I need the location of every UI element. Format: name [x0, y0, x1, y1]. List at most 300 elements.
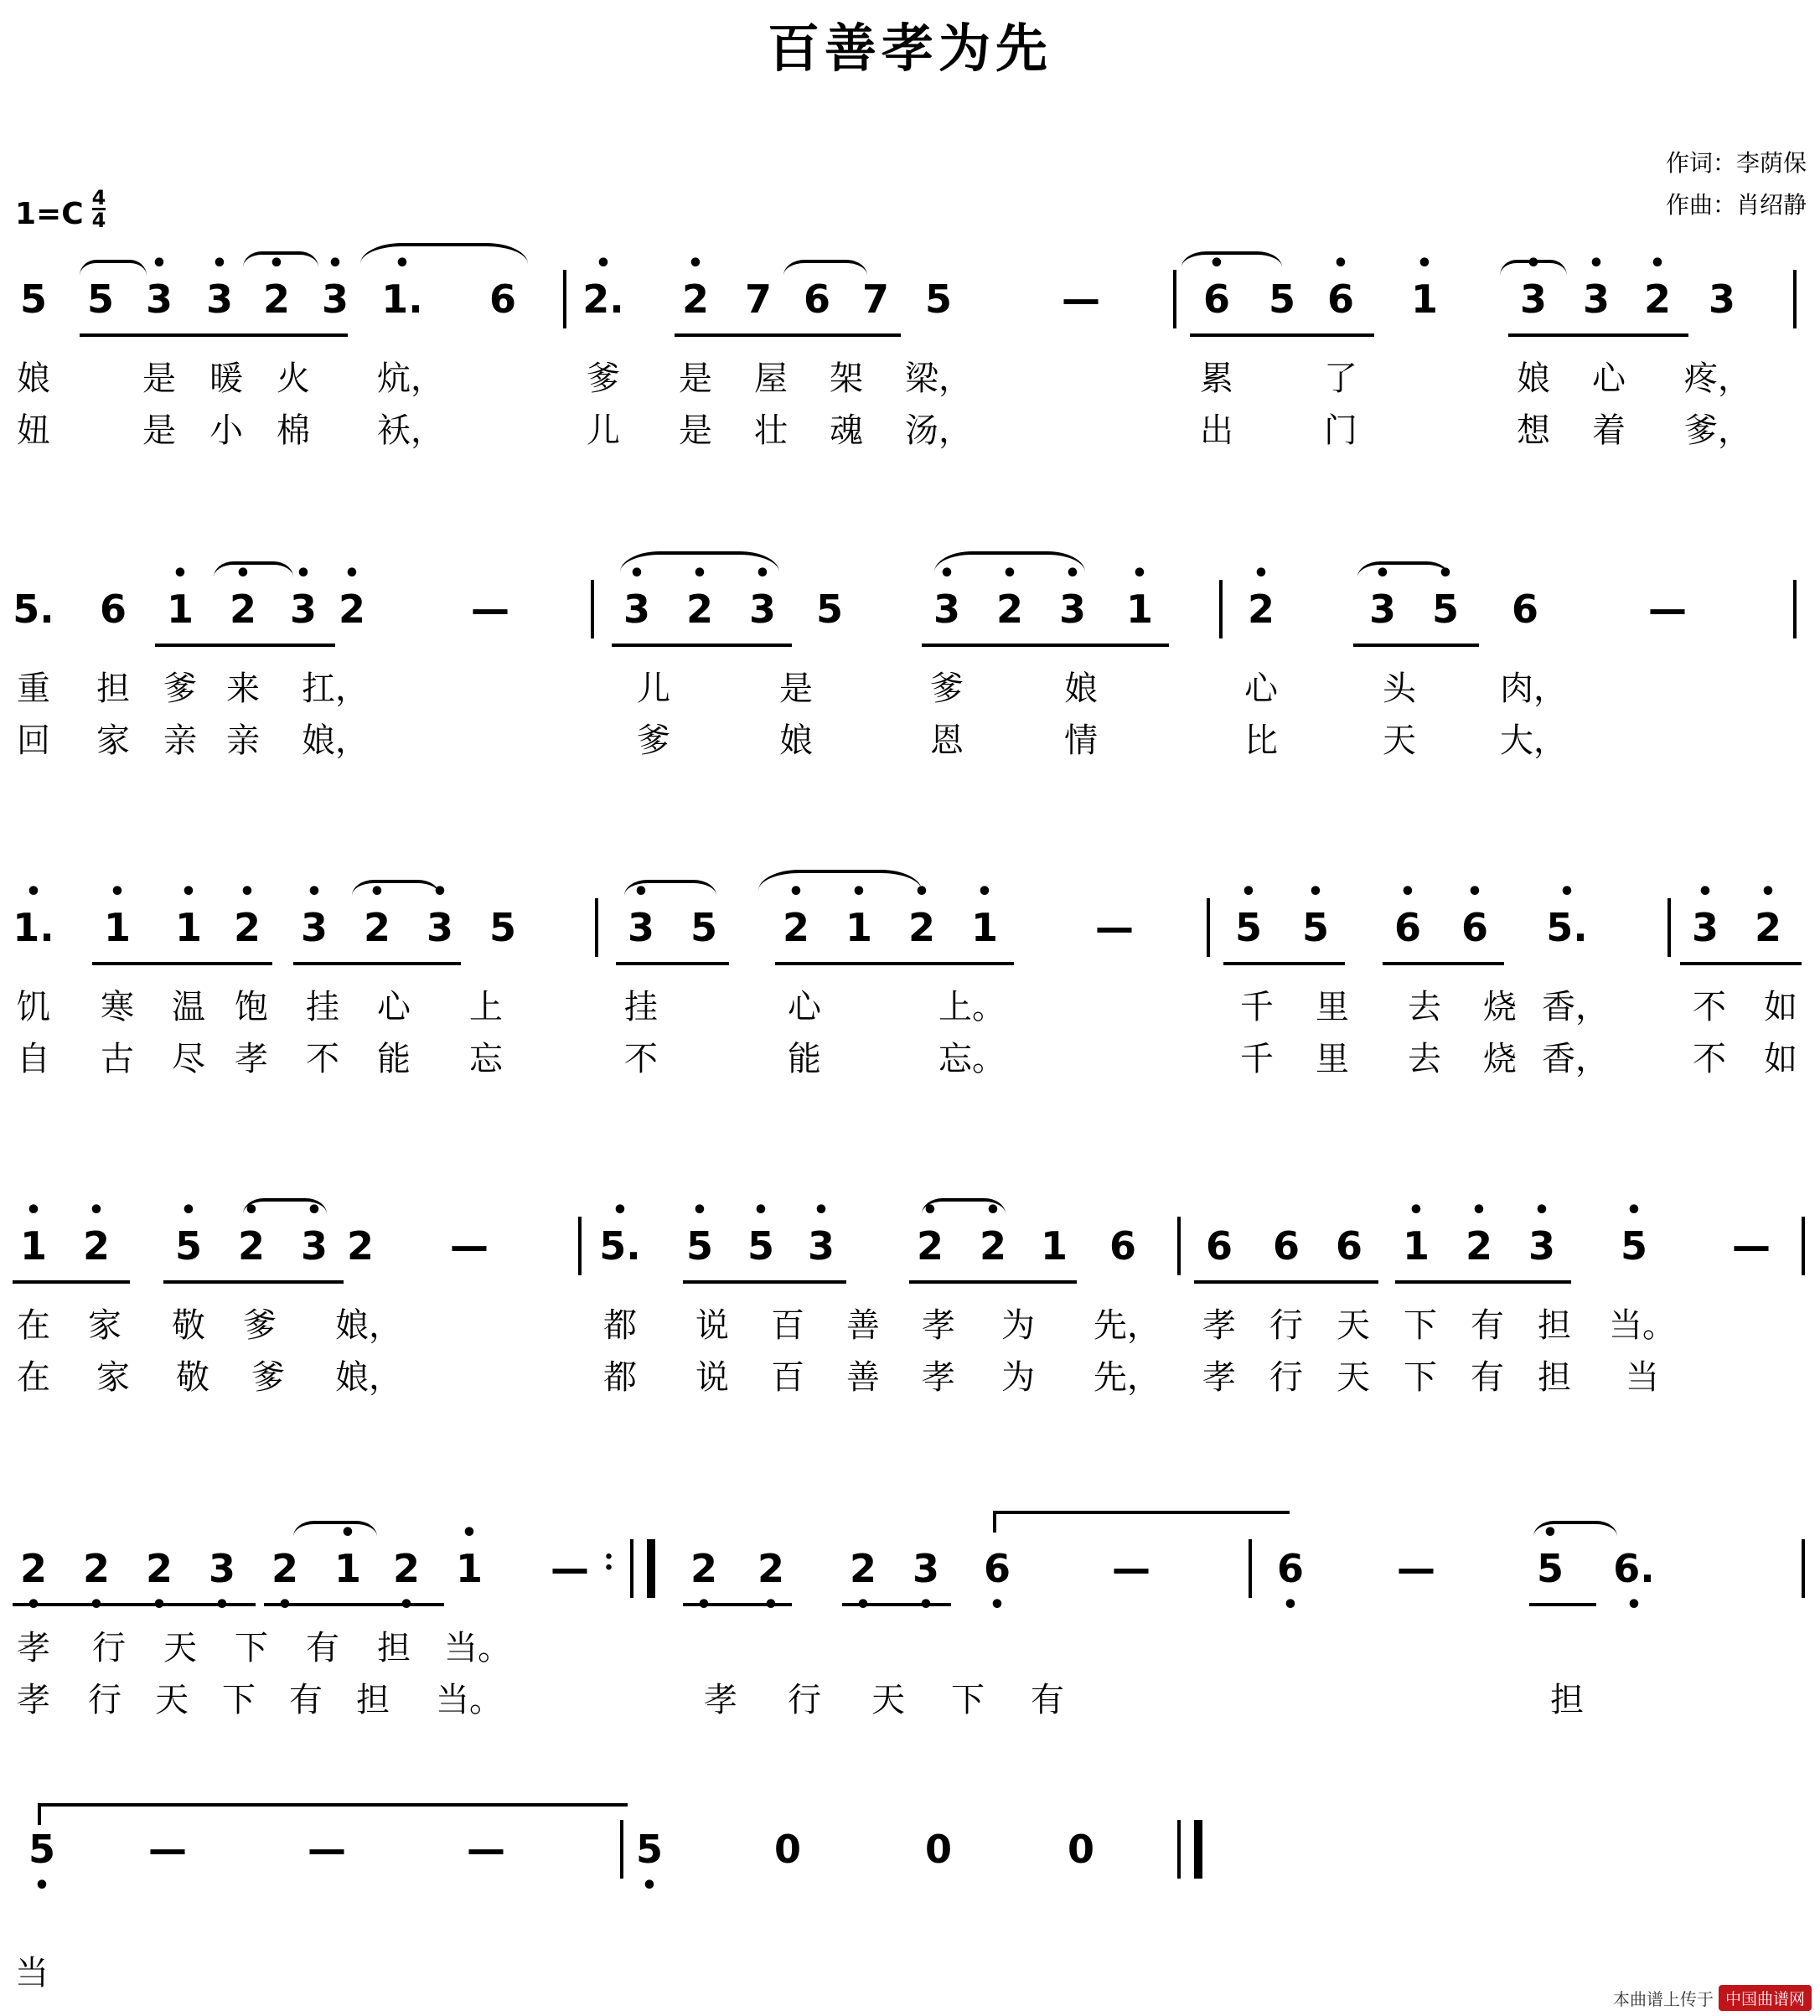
barline [1207, 898, 1210, 957]
lyric: 先， [1094, 1306, 1161, 1345]
lyric: 架 [830, 359, 863, 398]
lyric: 行 [92, 1629, 126, 1667]
lyric: 孝 [235, 1040, 268, 1078]
lyric: 担 [1550, 1681, 1584, 1719]
lyric: 去 [1408, 1040, 1441, 1078]
lyric: 是 [142, 359, 176, 398]
lyric: 娘， [302, 721, 369, 760]
lyric: 是 [779, 669, 813, 708]
lyric: 屋 [754, 359, 788, 398]
beam [775, 962, 1014, 965]
lyric: 当。 [436, 1681, 503, 1719]
beam [1508, 333, 1688, 337]
lyric: 寒 [101, 988, 134, 1026]
note: 5 [924, 277, 953, 322]
note: • 3 [933, 559, 961, 632]
barline [1177, 1217, 1181, 1275]
beam [909, 1280, 1077, 1284]
lyric: 都 [603, 1358, 637, 1397]
lyric: 爹 [637, 721, 670, 760]
lyric: 心 [788, 988, 821, 1026]
note: • 3 [1691, 877, 1719, 950]
note: 6 [1205, 1223, 1233, 1269]
lyric: 娘 [1064, 669, 1098, 708]
note: • 6 [1202, 249, 1231, 322]
lyric: 都 [603, 1306, 637, 1345]
note: — [1397, 1546, 1435, 1591]
lyric: 挂 [306, 988, 339, 1026]
lyric: 在 [17, 1358, 50, 1397]
lyric: 孝 [704, 1681, 737, 1719]
lyric: 能 [377, 1040, 411, 1078]
lyric: 孝 [17, 1629, 50, 1667]
lyric: 里 [1316, 988, 1349, 1026]
note: • 2 [979, 1196, 1007, 1269]
beam [842, 1603, 951, 1606]
note: • 2 [685, 559, 714, 632]
lyric: 担 [1538, 1358, 1571, 1397]
lyric: 孝 [1202, 1358, 1236, 1397]
volta-bracket-2 [38, 1803, 628, 1825]
trailing-lyric: 当 [15, 1954, 49, 1993]
beam [683, 1603, 792, 1606]
lyric: 天 [155, 1681, 189, 1719]
note: 2 [82, 1546, 111, 1591]
note: 5 [19, 277, 48, 322]
note: 3 [912, 1546, 940, 1591]
lyric: 出 [1200, 411, 1233, 450]
note-row [0, 1801, 1820, 1902]
lyric: 温 [172, 988, 205, 1026]
note: • 5 [635, 1827, 664, 1900]
lyric: 饱 [235, 988, 268, 1026]
note: • 2 [1643, 249, 1672, 322]
lyric: 袄， [377, 411, 444, 450]
note: • 1 [1125, 559, 1154, 632]
lyric: 心 [377, 988, 411, 1026]
note: • 1 [333, 1518, 362, 1591]
lyric: 天 [1337, 1358, 1370, 1397]
note: 2 [19, 1546, 48, 1591]
beam [675, 333, 901, 337]
beam [1353, 644, 1479, 647]
note: • 2 [995, 559, 1024, 632]
note: — [551, 1546, 589, 1591]
beam [13, 1603, 256, 1606]
lyric: 烧 [1483, 988, 1517, 1026]
lyric: 孝 [1202, 1306, 1236, 1345]
lyric: 百 [771, 1306, 804, 1345]
lyric: 下 [222, 1681, 256, 1719]
beam [683, 1280, 846, 1284]
lyric: 爹 [930, 669, 964, 708]
beam [616, 962, 729, 965]
lyric: 来 [226, 669, 260, 708]
key-signature-text: 1=C [15, 197, 84, 231]
lyric: 去 [1408, 988, 1441, 1026]
note: • 1 [1410, 249, 1439, 322]
note: 6 [1109, 1223, 1137, 1269]
system-2 [0, 561, 1820, 766]
note: • 3 [205, 249, 234, 322]
lyric: 汤， [905, 411, 972, 450]
lyric: 为 [1001, 1358, 1035, 1397]
note: • 3 [300, 1196, 328, 1269]
key-signature [15, 186, 106, 235]
barline [1793, 270, 1797, 328]
lyric: 爹， [1684, 411, 1751, 450]
lyric: 不 [306, 1040, 339, 1078]
note: • 2 [363, 877, 391, 950]
lyric: 娘 [17, 359, 50, 398]
note: • 2 [82, 1196, 111, 1269]
beam [13, 1280, 130, 1284]
note: • 3 [145, 249, 173, 322]
lyric: 行 [1269, 1358, 1303, 1397]
note: • 5 [28, 1827, 56, 1900]
note: • 5 [1536, 1518, 1564, 1591]
lyric: 了 [1324, 359, 1357, 398]
note: • 5 [174, 1196, 203, 1269]
lyric: 小 [209, 411, 243, 450]
note: • 5 [1234, 877, 1263, 950]
beam [201, 333, 348, 337]
note: • 1. [13, 877, 54, 950]
note: • 2 [681, 249, 710, 322]
note-row [0, 251, 1820, 352]
note: • 1 [1402, 1196, 1430, 1269]
lyric: 天 [163, 1629, 197, 1667]
lyric: 重 [17, 669, 50, 708]
note-row [0, 1518, 1820, 1621]
beam [80, 333, 214, 337]
note: • 2. [582, 249, 624, 322]
note: • 6 [1393, 877, 1422, 950]
lyric: 古 [101, 1040, 134, 1078]
system-4 [0, 1198, 1820, 1403]
note: 7 [744, 277, 773, 322]
note: — [1112, 1546, 1150, 1591]
note: 5 [86, 277, 115, 322]
composer: 作曲：肖绍静 [1665, 191, 1807, 219]
lyric-line-2 [0, 714, 1820, 766]
note: • 1 [19, 1196, 48, 1269]
time-signature-numerator: 4 [91, 186, 106, 209]
barline [630, 1539, 633, 1598]
lyric: 有 [289, 1681, 323, 1719]
lyric: 担 [377, 1629, 411, 1667]
lyric-line-2 [0, 1032, 1820, 1084]
lyric: 娘 [779, 721, 813, 760]
lyric: 火 [277, 359, 310, 398]
beam [155, 644, 335, 647]
lyric: 说 [695, 1358, 729, 1397]
lyric: 烧 [1483, 1040, 1517, 1078]
beam [1190, 333, 1374, 337]
lyric: 忘 [469, 1040, 503, 1078]
repeat-dots: : [603, 1539, 615, 1577]
lyric: 心 [1244, 669, 1278, 708]
lyric: 家 [96, 1358, 130, 1397]
lyric: 千 [1240, 988, 1274, 1026]
note: • 1 [970, 877, 999, 950]
barline [591, 580, 594, 638]
note: • 3 [627, 877, 655, 950]
note: • 2 [262, 249, 291, 322]
note: • 5 [1620, 1196, 1648, 1269]
lyric: 上。 [938, 988, 1006, 1026]
lyric: 当。 [444, 1629, 511, 1667]
lyric: 孝 [922, 1358, 955, 1397]
note: • 3 [300, 877, 328, 950]
lyric: 家 [96, 721, 130, 760]
lyric: 说 [695, 1306, 729, 1345]
note: • 1 [455, 1518, 483, 1591]
note: 6 [489, 277, 517, 322]
lyric-line-1 [0, 352, 1820, 404]
barline [578, 1217, 582, 1275]
note: • 5 [685, 1196, 714, 1269]
barline [1177, 1820, 1181, 1879]
barline [1802, 1217, 1805, 1275]
lyric: 恩 [930, 721, 964, 760]
note: • 1 [166, 559, 194, 632]
lyric: 尽 [172, 1040, 205, 1078]
note: 0 [1067, 1827, 1095, 1872]
lyric: 当 [1626, 1358, 1659, 1397]
lyric: 下 [1404, 1358, 1437, 1397]
lyric: 大， [1500, 721, 1567, 760]
beam [1383, 962, 1504, 965]
note: • 3 [1582, 249, 1611, 322]
lyric: 天 [1383, 721, 1416, 760]
barline [620, 1820, 623, 1879]
lyric: 魂 [830, 411, 863, 450]
lyric: 敬 [176, 1358, 209, 1397]
lyric: 娘， [335, 1358, 402, 1397]
system-6 [0, 1801, 1820, 1902]
lyric: 先， [1094, 1358, 1161, 1397]
note: 6 [1511, 587, 1539, 632]
note: • 3 [807, 1196, 835, 1269]
lyric: 如 [1764, 988, 1797, 1026]
note: 0 [773, 1827, 802, 1872]
lyric: 是 [142, 411, 176, 450]
lyric: 娘 [1517, 359, 1550, 398]
time-signature-denominator: 4 [91, 209, 106, 232]
lyric: 百 [771, 1358, 804, 1397]
lyric: 扛， [302, 669, 369, 708]
note: • 2 [233, 877, 261, 950]
lyric: 敬 [172, 1306, 205, 1345]
note: • 2 [1754, 877, 1782, 950]
note: 5 [489, 905, 517, 950]
lyric: 有 [1471, 1358, 1504, 1397]
note: • 6 [1326, 249, 1355, 322]
note: 5 [1268, 277, 1296, 322]
lyric: 爹 [587, 359, 620, 398]
beam [1395, 1280, 1571, 1284]
lyric: 儿 [587, 411, 620, 450]
note-row [0, 1198, 1820, 1299]
note: — [1732, 1223, 1771, 1269]
note: 2 [271, 1546, 299, 1591]
note: 2 [849, 1546, 877, 1591]
lyric: 善 [846, 1306, 880, 1345]
lyric: 着 [1592, 411, 1626, 450]
lyric: 是 [679, 411, 712, 450]
note: 2 [757, 1546, 785, 1591]
note: 1 [1040, 1223, 1068, 1269]
barline [1802, 1539, 1805, 1598]
final-barline [1194, 1820, 1202, 1879]
lyric: 妞 [17, 411, 50, 450]
note: 5 [815, 587, 844, 632]
note: • 3 [1528, 1196, 1556, 1269]
system-1 [0, 251, 1820, 456]
lyric: 天 [871, 1681, 905, 1719]
lyric: 下 [951, 1681, 985, 1719]
note: • 5. [599, 1196, 641, 1269]
note: • 5 [747, 1196, 775, 1269]
note: • 6 [1276, 1546, 1305, 1620]
volta-bracket-1 [993, 1511, 1290, 1533]
barline [1793, 580, 1797, 638]
lyric: 爹 [163, 669, 197, 708]
note: 5 [690, 905, 718, 950]
lyric: 上 [469, 988, 503, 1026]
lyric: 行 [788, 1681, 821, 1719]
time-signature [92, 188, 106, 230]
note: 0 [924, 1827, 953, 1872]
lyric: 暖 [209, 359, 243, 398]
barline [563, 270, 566, 328]
lyricist: 作词：李荫保 [1665, 149, 1807, 177]
note: 2 [145, 1546, 173, 1591]
lyric: 孝 [17, 1681, 50, 1719]
note: 7 [861, 277, 890, 322]
system-5 [0, 1518, 1820, 1725]
lyric: 不 [1693, 1040, 1726, 1078]
barline [595, 898, 598, 957]
lyric: 爹 [251, 1358, 285, 1397]
lyric-line-1 [0, 1621, 1820, 1673]
note: — [1095, 905, 1134, 950]
note: — [450, 1223, 489, 1269]
credits [1666, 142, 1807, 226]
note: • 2 [916, 1196, 944, 1269]
lyric: 下 [1404, 1306, 1437, 1345]
lyric: 想 [1517, 411, 1550, 450]
lyric: 棉 [277, 411, 310, 450]
lyric: 爹 [243, 1306, 277, 1345]
lyric: 自 [17, 1040, 50, 1078]
note: • 6 [1461, 877, 1489, 950]
lyric: 挂 [624, 988, 658, 1026]
note: • 2 [338, 559, 366, 632]
beam [163, 1280, 344, 1284]
beam [92, 962, 272, 965]
note: • 5 [1431, 559, 1460, 632]
lyric: 行 [88, 1681, 122, 1719]
lyric: 累 [1200, 359, 1233, 398]
lyric: 担 [1538, 1306, 1571, 1345]
lyric: 肉， [1500, 669, 1567, 708]
beam [1680, 962, 1802, 965]
note: — [1648, 587, 1687, 632]
note: • 3 [623, 559, 651, 632]
repeat-barline-thick [647, 1539, 655, 1598]
note: • 2 [782, 877, 810, 950]
lyric: 饥 [17, 988, 50, 1026]
lyric: 有 [306, 1629, 339, 1667]
lyric: 炕， [377, 359, 444, 398]
note: 2 [690, 1546, 718, 1591]
lyric: 儿 [637, 669, 670, 708]
lyric: 门 [1324, 411, 1357, 450]
footer-note: 本曲谱上传于 [1612, 1989, 1714, 2009]
lyric: 孝 [922, 1306, 955, 1345]
lyric-line-2 [0, 1351, 1820, 1403]
note: • 6 [983, 1546, 1011, 1620]
note: • 1 [845, 877, 873, 950]
lyric: 当。 [1609, 1306, 1676, 1345]
lyric: 里 [1316, 1040, 1349, 1078]
lyric: 担 [96, 669, 130, 708]
lyric: 心 [1592, 359, 1626, 398]
system-3 [0, 877, 1820, 1084]
note-row [0, 877, 1820, 980]
note: • 3 [1368, 559, 1397, 632]
lyric: 头 [1383, 669, 1416, 708]
slur [1181, 251, 1282, 283]
barline [1173, 270, 1176, 328]
lyric: 香， [1542, 988, 1609, 1026]
site-badge: 中国曲谱网 [1719, 1985, 1812, 2011]
lyric: 为 [1001, 1306, 1035, 1345]
beam [1223, 962, 1345, 965]
lyric: 情 [1064, 721, 1098, 760]
note: • 5 [1301, 877, 1330, 950]
lyric: 担 [356, 1681, 390, 1719]
beam [922, 644, 1169, 647]
beam [293, 962, 461, 965]
note: • 3 [748, 559, 777, 632]
note: • 2 [1465, 1196, 1493, 1269]
barline [1667, 898, 1671, 957]
note: • 6. [1613, 1546, 1655, 1620]
note: • 3 [426, 877, 454, 950]
beam [1529, 1603, 1596, 1606]
page-title: 百善孝为先 [767, 18, 1052, 79]
lyric: 行 [1269, 1306, 1303, 1345]
lyric-line-2 [0, 1673, 1820, 1725]
note: 6 [99, 587, 127, 632]
site-footer [1613, 1985, 1812, 2011]
lyric-line-1 [0, 980, 1820, 1032]
note: 3 [208, 1546, 236, 1591]
barline [1219, 580, 1223, 638]
lyric-line-2 [0, 404, 1820, 456]
note: — [308, 1827, 346, 1872]
lyric-line-1 [0, 662, 1820, 714]
note: 5. [13, 587, 54, 632]
lyric: 是 [679, 359, 712, 398]
lyric: 有 [1031, 1681, 1064, 1719]
lyric: 亲 [163, 721, 197, 760]
lyric: 家 [88, 1306, 122, 1345]
lyric: 善 [846, 1358, 880, 1397]
